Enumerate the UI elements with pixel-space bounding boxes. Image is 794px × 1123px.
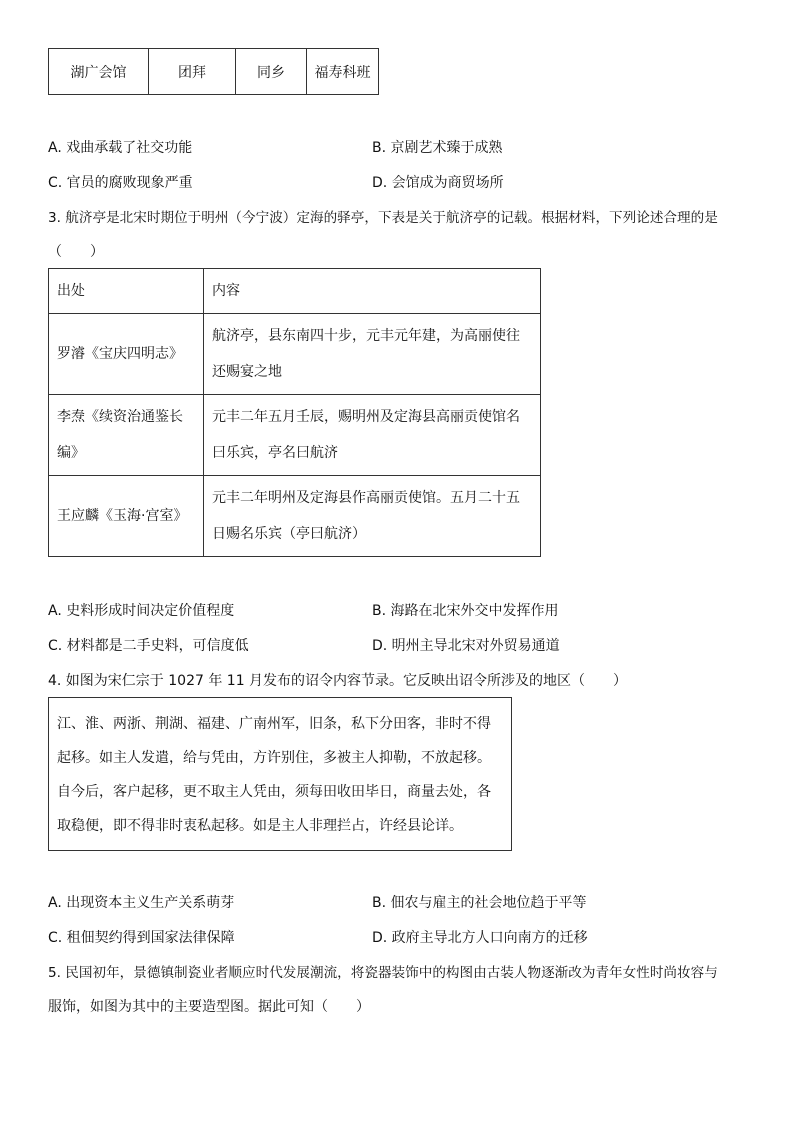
source-cell xyxy=(49,476,204,557)
association-table xyxy=(48,48,379,95)
edict-line: 起移。如主人发遣，给与凭由，方许别住，多被主人抑勒，不放起移。 xyxy=(57,750,491,766)
q2-option-a[interactable]: A. 戏曲承载了社交功能 xyxy=(48,140,193,156)
content-line: 元丰二年明州及定海县作高丽贡使馆。五月二十五 xyxy=(212,490,520,506)
source-cell xyxy=(49,314,204,395)
q4-stem: 4. 如图为宋仁宗于 1027 年 11 月发布的诏令内容节录。它反映出诏令所涉及的地区（ ） xyxy=(48,673,628,689)
q2-option-c[interactable]: C. 官员的腐败现象严重 xyxy=(48,175,193,191)
q3-option-b[interactable]: B. 海路在北宋外交中发挥作用 xyxy=(372,603,559,619)
q4-option-c[interactable]: C. 租佃契约得到国家法律保障 xyxy=(48,930,235,946)
q3-option-a[interactable]: A. 史料形成时间决定价值程度 xyxy=(48,603,235,619)
table-cell: 同乡 xyxy=(236,49,307,95)
table-cell: 团拜 xyxy=(149,49,236,95)
column-header-source: 出处 xyxy=(49,269,204,314)
table-header-row xyxy=(49,269,541,314)
q4-option-d[interactable]: D. 政府主导北方人口向南方的迁移 xyxy=(372,930,588,946)
source-cell xyxy=(49,395,204,476)
table-row xyxy=(49,314,541,395)
source-text: 罗濬《宝庆四明志》 xyxy=(57,346,183,362)
content-cell xyxy=(204,314,541,395)
q5-stem-continued: 服饰，如图为其中的主要造型图。据此可知（ ） xyxy=(48,999,370,1015)
table-cell: 福寿科班 xyxy=(307,49,379,95)
edict-line: 取稳便，即不得非时衷私起移。如是主人非理拦占，许经县论详。 xyxy=(57,818,463,834)
q3-option-c[interactable]: C. 材料都是二手史料，可信度低 xyxy=(48,638,249,654)
q4-option-b[interactable]: B. 佃农与雇主的社会地位趋于平等 xyxy=(372,895,587,911)
edict-excerpt-box xyxy=(48,697,512,851)
content-line: 元丰二年五月壬辰，赐明州及定海县高丽贡使馆名 xyxy=(212,409,520,425)
source-text: 编》 xyxy=(57,445,85,461)
table-row xyxy=(49,49,379,95)
content-line: 还赐宴之地 xyxy=(212,364,282,380)
q4-option-a[interactable]: A. 出现资本主义生产关系萌芽 xyxy=(48,895,235,911)
content-cell xyxy=(204,476,541,557)
q2-option-d[interactable]: D. 会馆成为商贸场所 xyxy=(372,175,504,191)
q3-stem-bracket: （ ） xyxy=(48,244,104,260)
table-cell: 湖广会馆 xyxy=(49,49,149,95)
content-line: 曰乐宾，亭名曰航济 xyxy=(212,445,338,461)
column-header-content: 内容 xyxy=(204,269,541,314)
source-table xyxy=(48,268,541,557)
table-row xyxy=(49,395,541,476)
q3-option-d[interactable]: D. 明州主导北宋对外贸易通道 xyxy=(372,638,560,654)
edict-line: 自今后，客户起移，更不取主人凭由，须每田收田毕日，商量去处，各 xyxy=(57,784,491,800)
content-line: 日赐名乐宾（亭曰航济） xyxy=(212,526,366,542)
q3-stem: 3. 航济亭是北宋时期位于明州（今宁波）定海的驿亭，下表是关于航济亭的记载。根据材料，下列论述合理的是 xyxy=(48,210,718,226)
source-text: 王应麟《玉海·宫室》 xyxy=(57,508,188,524)
source-text: 李焘《续资治通鉴长 xyxy=(57,409,183,425)
q5-stem: 5. 民国初年，景德镇制瓷业者顺应时代发展潮流，将瓷器装饰中的构图由古装人物逐渐改为青年女性时尚妆容与 xyxy=(48,965,718,981)
table-row xyxy=(49,476,541,557)
edict-line: 江、淮、两浙、荆湖、福建、广南州军，旧条，私下分田客，非时不得 xyxy=(57,716,491,732)
content-line: 航济亭，县东南四十步，元丰元年建，为高丽使往 xyxy=(212,328,520,344)
content-cell xyxy=(204,395,541,476)
q2-option-b[interactable]: B. 京剧艺术臻于成熟 xyxy=(372,140,503,156)
